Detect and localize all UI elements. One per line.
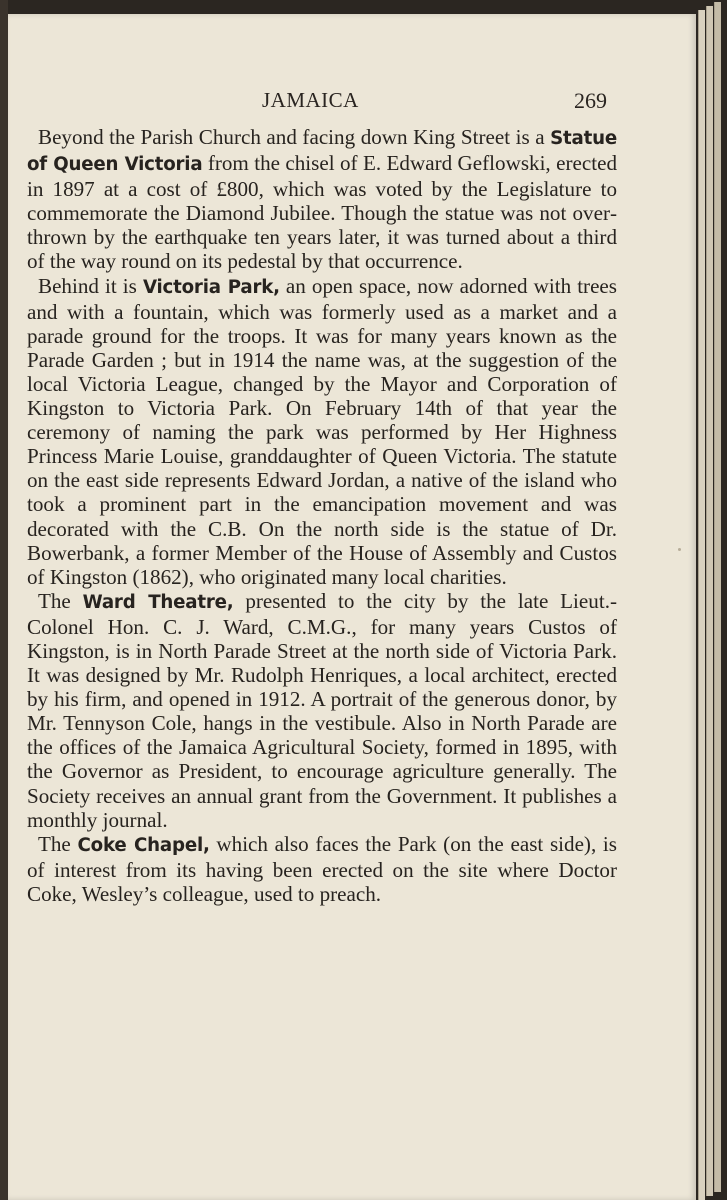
paragraph-text: which also faces the Park (on the east side), is of interest from its having been erected on the site where Doctor Coke, Wesley’s colleague, used to preach. <box>27 831 617 906</box>
page-edge <box>706 6 713 1196</box>
bold-heading-term: Coke Chapel, <box>77 834 210 856</box>
page-edge <box>698 10 705 1200</box>
paragraph-text: an open space, now adorned with trees and with a fountain, which was formerly used as a market and a parade ground for the troops. It was for many years known as the Parade Garden ; but in 1914 the name was, at the suggestion of the local Victoria League, changed by the Mayor and Corporation of Kingston to Victoria Park. On February 14th of that year the ceremony of naming the park was performed by Her Highness Princess Marie Louise, granddaughter of Queen Victoria. The statute on the east side represents Edward Jordan, a native of the island who took a prominent part in the emancipation movement and was decorated with the C.B. On the north side is the statue of Dr. Bowerbank, a former Member of the House of Assembly and Custos of Kingston (1862), who originated many local charities. <box>27 273 618 589</box>
body-text <box>27 125 617 906</box>
bold-heading-term: Ward Theatre, <box>82 591 234 613</box>
paragraph-text: from the chisel of E. Edward Geflowski, erected in 1897 at a cost of £800, which was voted by the Legislature to commemorate the Diamond Jubilee. Though the statue was not overthrown by the earthquake ten years later, it was turned about a third of the way round on its pedestal by that occurrence. <box>27 151 617 274</box>
book-page <box>8 14 696 1200</box>
paragraph <box>27 832 617 906</box>
page-header <box>8 72 696 112</box>
paragraph-text: presented to the city by the late Lieut.-Colonel Hon. C. J. Ward, C.M.G., for many years Custos of Kingston, is in North Parade Street at the north side of Victoria Park. It was designed by Mr. Rudolph Henriques, a local architect, erected by his firm, and opened in 1912. A portrait of the generous donor, by Mr. Tennyson Cole, hangs in the vestibule. Also in North Parade are the offices of the Jamaica Agricultural Society, formed in 1895, with the Governor as President, to encourage agriculture generally. The Society receives an annual grant from the Government. It publishes a monthly journal. <box>27 588 617 832</box>
bold-heading-term: Victoria Park, <box>142 276 280 298</box>
page-number: 269 <box>574 88 607 113</box>
paragraph <box>27 274 617 589</box>
paragraph <box>27 125 617 274</box>
paragraph-text: The <box>38 588 83 613</box>
paragraph <box>27 589 617 832</box>
paper-speck <box>678 548 681 551</box>
running-head: JAMAICA <box>262 88 359 112</box>
paragraph-text: The <box>38 831 78 856</box>
paragraph-text: Behind it is <box>38 273 143 298</box>
book-spine <box>0 0 8 1200</box>
page-edge <box>714 2 721 1192</box>
paragraph-text: Beyond the Parish Church and facing down King Street is a <box>38 125 551 149</box>
bold-heading-term: Statue of Queen Victoria <box>27 128 617 176</box>
